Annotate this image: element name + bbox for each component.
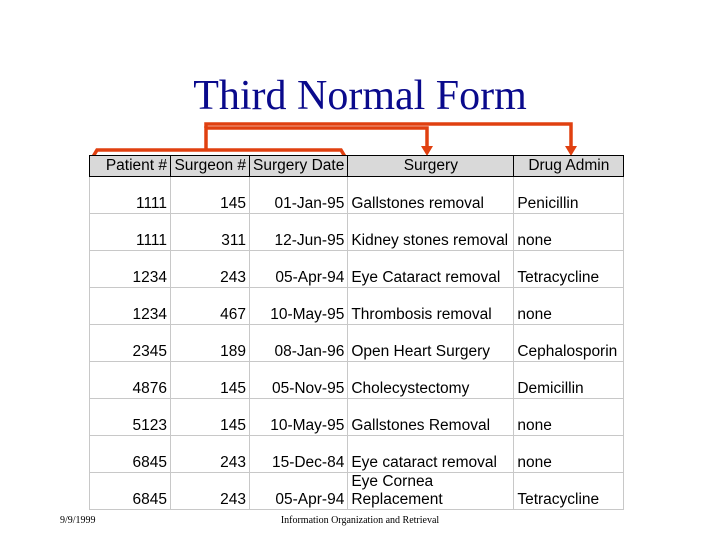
table-row — [90, 473, 624, 510]
surgeon-cell: 145 — [171, 399, 250, 436]
patient-cell: 1111 — [90, 177, 171, 214]
surgeon-cell: 145 — [171, 362, 250, 399]
patient-cell: 6845 — [90, 436, 171, 473]
date-cell: 05-Nov-95 — [250, 362, 348, 399]
date-cell: 12-Jun-95 — [250, 214, 348, 251]
surgeon-cell: 145 — [171, 177, 250, 214]
drug-cell: none — [514, 288, 624, 325]
surgery-cell: Thrombosis removal — [348, 288, 514, 325]
surgery-cell: Gallstones removal — [348, 177, 514, 214]
col-header-drug-admin: Drug Admin — [514, 156, 624, 177]
patient-cell: 6845 — [90, 473, 171, 510]
drug-cell: none — [514, 436, 624, 473]
surgeon-cell: 189 — [171, 325, 250, 362]
drug-cell: Tetracycline — [514, 473, 624, 510]
surgery-cell: Eye cataract removal — [348, 436, 514, 473]
col-header-surgery: Surgery — [348, 156, 514, 177]
patient-cell: 5123 — [90, 399, 171, 436]
surgeon-cell: 243 — [171, 436, 250, 473]
table-row — [90, 399, 624, 436]
drug-cell: Cephalosporin — [514, 325, 624, 362]
header-row — [90, 156, 624, 177]
date-cell: 05-Apr-94 — [250, 251, 348, 288]
col-header-surgeon: Surgeon # — [171, 156, 250, 177]
date-cell: 01-Jan-95 — [250, 177, 348, 214]
slide-title: Third Normal Form — [193, 73, 527, 119]
patient-cell: 1111 — [90, 214, 171, 251]
drug-cell: Demicillin — [514, 362, 624, 399]
date-cell: 10-May-95 — [250, 288, 348, 325]
surgeon-cell: 467 — [171, 288, 250, 325]
date-cell: 10-May-95 — [250, 399, 348, 436]
date-cell: 08-Jan-96 — [250, 325, 348, 362]
surgeon-cell: 243 — [171, 251, 250, 288]
footer-text: Information Organization and Retrieval — [280, 515, 440, 526]
patient-cell: 1234 — [90, 288, 171, 325]
surgery-cell: Open Heart Surgery — [348, 325, 514, 362]
table-row — [90, 288, 624, 325]
drug-cell: none — [514, 399, 624, 436]
drug-cell: none — [514, 214, 624, 251]
date-cell: 05-Apr-94 — [250, 473, 348, 510]
footer-date: 9/9/1999 — [60, 515, 96, 526]
table-row — [90, 325, 624, 362]
arrow-to-surgery — [206, 128, 427, 150]
drug-cell: Penicillin — [514, 177, 624, 214]
surgery-cell: Eye Cataract removal — [348, 251, 514, 288]
table-row — [90, 177, 624, 214]
surgeon-cell: 243 — [171, 473, 250, 510]
patient-cell: 1234 — [90, 251, 171, 288]
surgery-cell: Gallstones Removal — [348, 399, 514, 436]
date-cell: 15-Dec-84 — [250, 436, 348, 473]
table-row — [90, 214, 624, 251]
drug-cell: Tetracycline — [514, 251, 624, 288]
patient-cell: 4876 — [90, 362, 171, 399]
surgery-cell: Eye Cornea Replacement — [348, 473, 514, 510]
surgery-cell: Cholecystectomy — [348, 362, 514, 399]
table-row — [90, 436, 624, 473]
surgeon-cell: 311 — [171, 214, 250, 251]
col-header-surgery-date: Surgery Date — [250, 156, 348, 177]
surgery-table — [89, 155, 624, 510]
col-header-patient: Patient # — [90, 156, 171, 177]
table-row — [90, 251, 624, 288]
patient-cell: 2345 — [90, 325, 171, 362]
surgery-cell: Kidney stones removal — [348, 214, 514, 251]
table-row — [90, 362, 624, 399]
